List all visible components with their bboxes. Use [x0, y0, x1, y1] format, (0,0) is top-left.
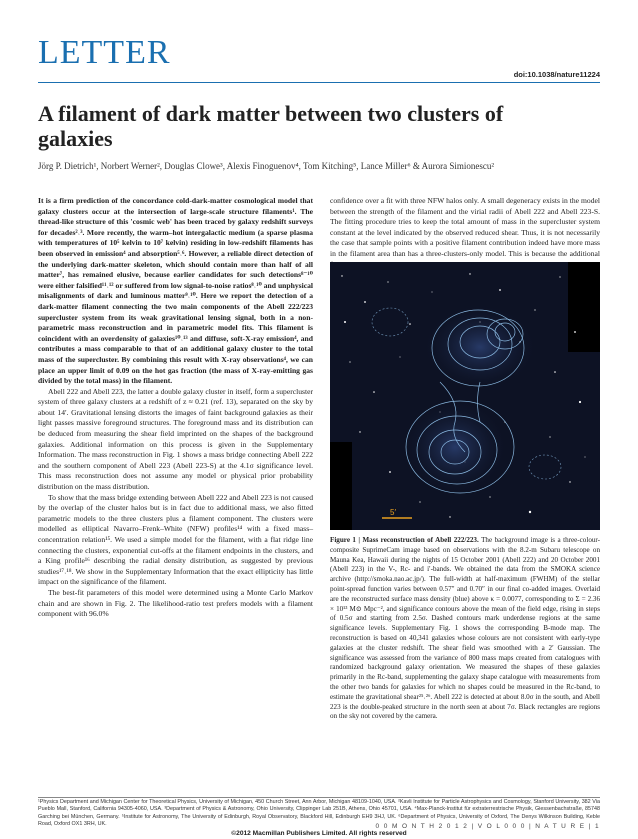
right-column-text: confidence over a fit with three NFW halos only. A small degeneracy exists in the model between the strength of the filament and the virial radii of Abell 222 and Abell 223-S. The fitting procedure tries to keep the total amount of mass in the supercluster system constant at the level indicated by the observed reduced shear. Thus, it is not necessarily the case that sample points with a positive filament contribution indeed have more mass in the filament area than has a three-clusters-only model. This is because the additional: [330, 196, 600, 258]
article-title: A filament of dark matter between two clusters of galaxies: [38, 101, 504, 151]
affiliations-rule: [38, 797, 600, 798]
footer-copyright: ©2012 Macmillan Publishers Limited. All rights reserved: [231, 830, 407, 837]
body-paragraph-2: To show that the mass bridge extending between Abell 222 and Abell 223 is not caused by the overlap of the cluster halos but is in fact due to additional mass, we also fitted parametric models to the three clusters plus a filament component. The clusters were modelled as elliptical Navarro–Frenk–White (NFW) profiles¹⁴ with a fixed mass–concentration relation¹⁵. We used a simple model for the filament, with a flat ridge line connecting the clusters, exponential cut-offs at the filament endpoints in the clusters, and a King profile¹⁶ describing the radial density distribution, as suggested by previous studies¹⁷˒¹⁸. We show in the Supplementary Information that the exact ellipticity has little impact on the significance of the filament.: [38, 492, 313, 587]
figure-1-image: [330, 262, 600, 530]
scale-bar-label: 5′: [390, 508, 396, 517]
left-column: [38, 196, 313, 620]
abstract: It is a firm prediction of the concordance cold-dark-matter cosmological model that galaxy clusters occur at the intersection of large-scale structure filaments¹. The thread-like structure of this 'cosmic web' has been traced by galaxy redshift surveys for decades²˒³. More recently, the warm–hot intergalactic medium (a sparse plasma with temperatures of 10⁵ kelvin to 10⁷ kelvin) residing in low-redshift filaments has been observed in emission⁴ and absorption⁵˒⁶. However, a reliable direct detection of the underlying dark-matter skeleton, which should contain more than half of all matter⁷, has remained elusive, because earlier candidates for such detections⁸⁻¹⁰ were either falsified¹¹˒¹² or suffered from low signal-to-noise ratios⁸˒¹⁰ and unphysical misalignments of dark and luminous matter⁹˒¹⁰. Here we report the detection of a dark-matter filament connecting the two main components of the Abell 222/223 supercluster system from its weak gravitational lensing signal, both in a non-parametric mass reconstruction and in parametric model fits. This filament is coincident with an overdensity of galaxies¹⁰˒¹³ and diffuse, soft-X-ray emission⁴, and contributes a mass comparable to that of an additional galaxy cluster to the total mass of the supercluster. By combining this result with X-ray observations⁴, we can place an upper limit of 0.09 on the hot gas fraction (the mass of X-ray-emitting gas divided by the total mass) in the filament.: [38, 196, 313, 386]
author-list: Jörg P. Dietrich¹, Norbert Werner², Douglas Clowe³, Alexis Finoguenov⁴, Tom Kitching⁵, Lance Miller⁶ & Aurora Simionescu²: [38, 161, 495, 171]
mass-reconstruction-map: [330, 262, 600, 530]
body-paragraph-3: The best-fit parameters of this model were determined using a Monte Carlo Markov chain and are shown in Fig. 2. The likelihood-ratio test prefers models with a filament component with 96.0%: [38, 587, 313, 619]
header-rule: [38, 82, 600, 83]
caption-text: The background image is a three-colour-composite SuprimeCam image based on observations with the 8.2-m Subaru telescope on Mauna Kea, Hawaii during the nights of 15 October 2001 (Abell 222) and 20 October 2001 (Abell 223) in the V-, Rc- and i′-bands. We obtained the data from the SMOKA science archive (http://smoka.nao.ac.jp/). The full-width at half-maximum (FWHM) of the stellar point-spread function varies between 0.57″ and 0.70″ in our final co-added images. Overlaid are the reconstructed surface mass density (blue) above κ = 0.0077, corresponding to Σ = 2.36 × 10¹³ M⊙ Mpc⁻², and significance contours above the mean of the field edge, rising in steps of 0.5σ and starting from 2.5σ. Dashed contours mark underdense regions at the same significance levels. Supplementary Fig. 1 shows the corresponding B-mode map. The reconstruction is based on 40,341 galaxies whose colours are not consistent with early-type galaxies at the cluster redshift. The shear field was smoothed with a 2′ Gaussian. The significance was assessed from the variance of 800 mass maps created from catalogues with randomized background galaxy orientation. We measured the shapes of these galaxies primarily in the Rc-band, supplementing the galaxy shape catalogue with measurements from the other two bands for galaxies for which no shapes could be measured in the Rc-band, to estimate the gravitational shear²⁵˒²⁶. Abell 222 is detected at about 8.0σ in the south, and Abell 223 is the double-peaked structure in the north seen at about 7σ. Black rectangles are regions on the sky not covered by the camera.: [330, 536, 601, 721]
section-kicker: LETTER: [38, 34, 171, 71]
affiliations: ¹Physics Department and Michigan Center for Theoretical Physics, University of Michigan, 450 Church Street, Ann Arbor, Michigan 48109-1040, USA. ²Kavli Institute for Particle Astrophysics and Cosmology, Stanford University, 382 Via Pueblo Mall, Stanford, California 94305-4060, USA. ³Department of Physics & Astronomy, Ohio University, Clippinger Lab 251B, Athens, Ohio 45701, USA. ⁴Max-Planck-Institut für extraterrestrische Physik, Giessenbachstraße, 85748 Garching bei München, Germany. ⁵Institute for Astronomy, The University of Edinburgh, Royal Observatory, Blackford Hill, Edinburgh EH9 3HJ, UK. ⁶Department of Physics, University of Oxford, The Denys Wilkinson Building, Keble Road, Oxford OX1 3RH, UK.: [38, 799, 600, 828]
footer-issue-info: 0 0 M O N T H 2 0 1 2 | V O L 0 0 0 | N A T U R E | 1: [375, 823, 600, 830]
caption-label: Figure 1 | Mass reconstruction of Abell 222/223.: [330, 536, 479, 544]
doi-label[interactable]: doi:10.1038/nature11224: [513, 70, 600, 79]
figure-1-caption: [330, 536, 600, 722]
body-paragraph-1: Abell 222 and Abell 223, the latter a double galaxy cluster in itself, form a supercluster system of three galaxy clusters at a redshift of z ≈ 0.21 (ref. 13), separated on the sky by about 14′. Gravitational lensing distorts the images of faint background galaxies as their light passes massive foreground structures. The foreground mass and its distribution can be deduced from measuring the shear field imprinted on the shapes of the background galaxies. Additional information on this process is given in the Supplementary Information. The mass reconstruction in Fig. 1 shows a mass bridge connecting Abell 222 and the southern component of Abell 223 (Abell 223-S) at the 4.1σ significance level. This mass reconstruction does not assume any model or physical prior probability distribution on the mass distribution.: [38, 386, 313, 492]
